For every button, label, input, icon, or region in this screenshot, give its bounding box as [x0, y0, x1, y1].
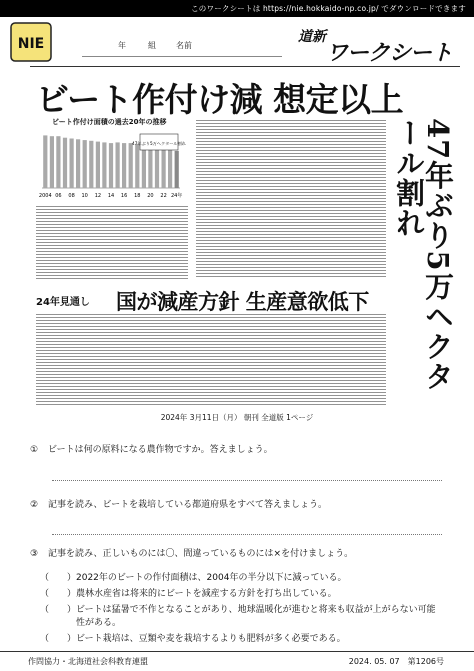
question-2: ② 記事を読み、ビートを栽培している都道府県をすべて答えましょう。: [30, 500, 328, 510]
chart-x-label: 14: [107, 193, 115, 199]
article-body-left: [36, 206, 188, 280]
tf-item-1: （ ）2022年のビートの作付面積は、2004年の半分以下に減っている。: [40, 573, 347, 583]
top-notice-bar: [0, 0, 474, 17]
chart-x-label: 08: [68, 193, 75, 199]
footer-issue: 2024. 05. 07 第1206号: [348, 657, 444, 666]
chart-x-label: 06: [55, 193, 62, 199]
chart-bar: [56, 136, 60, 188]
chart-bar: [63, 138, 67, 188]
answer-bracket[interactable]: （ ）: [40, 605, 77, 615]
brand-big: ワークシート: [326, 41, 453, 66]
answer-bracket[interactable]: （ ）: [40, 634, 77, 644]
doshin-worksheet-brand: [296, 22, 470, 68]
chart-bar: [129, 143, 133, 188]
tf-item-3: （ ） ビートは猛暑で不作となることがあり、地球温暖化が進むと将来も収益が上がらない可能性がある。: [40, 605, 436, 628]
chart-x-label: 2004: [38, 193, 52, 199]
chart-x-label: 18: [134, 193, 141, 199]
question-3: ③ 記事を読み、正しいものには〇、間違っているものには×を付けましょう。: [30, 549, 354, 559]
chart-bar: [76, 139, 80, 188]
question-1: ① ビートは何の原料になる農作物ですか。答えましょう。: [30, 445, 273, 455]
name-label: 名前: [176, 41, 192, 50]
class-label: 組: [148, 41, 156, 50]
chart-annotation-text: 47年ぶり5万ヘクタール割れ: [132, 141, 186, 146]
vertical-title: 47年ぶり5万ヘクタール割れ: [392, 118, 455, 392]
chart-x-label: 20: [147, 193, 154, 199]
answer-bracket[interactable]: （ ）: [40, 589, 77, 599]
answer-bracket[interactable]: （ ）: [40, 573, 77, 583]
chart-bar: [96, 142, 100, 188]
download-notice: このワークシートは https://nie.hokkaido-np.co.jp/ でダウンロードできます: [191, 4, 466, 13]
chart-svg: [36, 118, 186, 202]
tf-item-2: （ ）農林水産省は将来的にビートを減産する方針を打ち出している。: [40, 589, 337, 599]
chart-bar: [43, 135, 47, 188]
chart-bar: [89, 141, 93, 188]
article-headline: ビート作付け減 想定以上: [36, 80, 404, 119]
chart-bar: [83, 140, 87, 188]
tf-item-4: （ ）ビート栽培は、豆類や麦を栽培するよりも肥料が多く必要である。: [40, 634, 346, 644]
sub-label: 24年見通し: [36, 297, 90, 308]
brand-small: 道新: [298, 29, 326, 45]
chart-annotation: [132, 134, 186, 150]
sub-headline: 国が減産方針 生産意欲低下: [116, 290, 369, 314]
chart-x-label: 16: [120, 193, 128, 199]
chart-bar: [142, 145, 146, 188]
chart-bar: [50, 136, 54, 188]
chart-x-label: 12: [94, 193, 102, 199]
chart-bar: [175, 151, 179, 188]
year-label: 年: [118, 41, 126, 50]
chart-x-label: 10: [81, 193, 88, 199]
chart-x-label: 24年: [171, 193, 183, 199]
chart-bar: [168, 148, 172, 188]
answer-line-2[interactable]: [52, 534, 442, 535]
header-rule: [30, 66, 460, 67]
chart-bar: [109, 143, 113, 188]
chart-bar: [122, 143, 126, 188]
chart-x-label: 22: [160, 193, 167, 199]
article-body-right: [196, 120, 386, 278]
answer-line-1[interactable]: [52, 480, 442, 481]
chart-title: ビート作付け面積の過去20年の推移: [52, 118, 167, 126]
article-byline: 2024年 3月11日（月） 朝刊 全道版 1ページ: [160, 413, 314, 422]
footer: [0, 651, 474, 671]
name-line[interactable]: [82, 56, 282, 57]
svg-text:NIE: NIE: [17, 36, 45, 52]
chart-bar: [70, 139, 74, 189]
article-body-bottom: [36, 314, 386, 406]
chart-bar: [162, 146, 166, 189]
footer-credit: 作問協力・北海道社会科教育連盟: [28, 657, 148, 666]
nie-logo-icon: [8, 20, 54, 64]
acreage-chart: [36, 118, 186, 202]
chart-bar: [102, 142, 106, 188]
chart-bar: [135, 144, 139, 188]
chart-bar: [155, 145, 159, 188]
chart-bar: [116, 142, 120, 188]
chart-bar: [148, 144, 152, 188]
